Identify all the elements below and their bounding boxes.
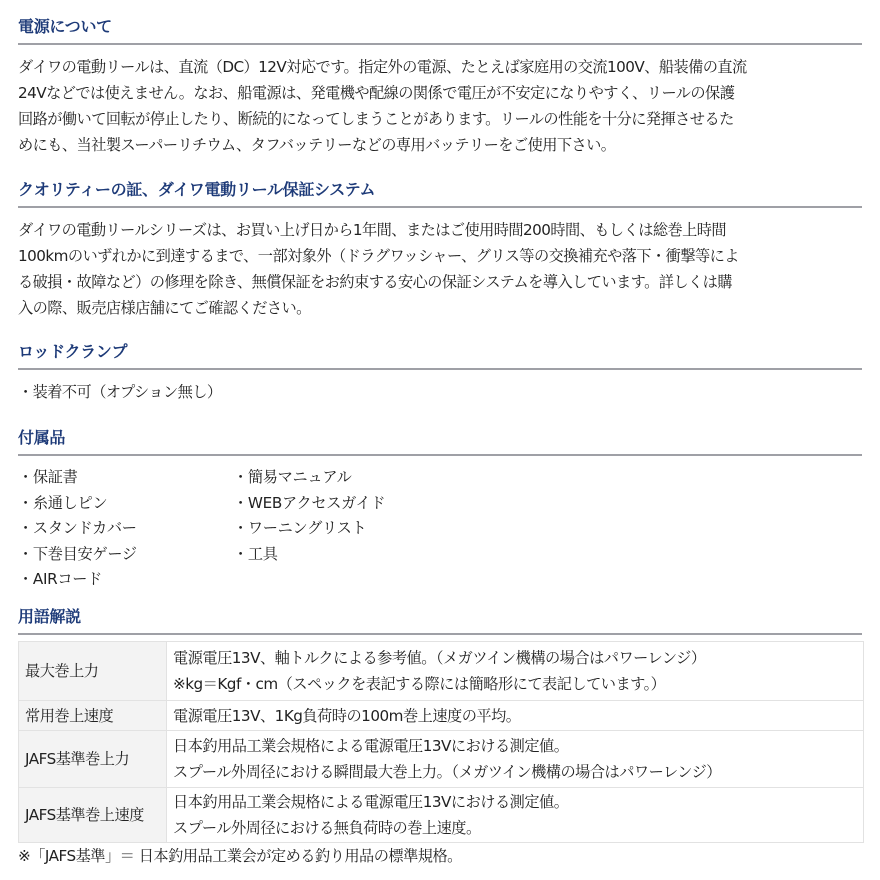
accessories-column-2 <box>233 465 385 567</box>
rod-clamp-paragraph <box>18 379 862 405</box>
glossary-term: JAFS基準巻上力 <box>19 731 167 788</box>
glossary-description <box>167 642 864 701</box>
description-line: 電源電圧13V、1Kg負荷時の100m巻上速度の平均。 <box>173 706 521 725</box>
power-section <box>18 14 862 158</box>
description-line: 日本釣用品工業会規格による電源電圧13Vにおける測定値。 <box>173 737 569 755</box>
warranty-paragraph <box>18 217 862 321</box>
glossary-term: 最大巻上力 <box>19 642 167 701</box>
list-item: ・工具 <box>233 544 278 563</box>
power-line: ダイワの電動リールは、直流（DC）12V対応です。指定外の電源、たとえば家庭用の交流100V、船装備の直流 <box>18 58 747 76</box>
power-line: 24Vなどでは使えません。なお、船電源は、発電機や配線の関係で電圧が不安定になりやすく、リールの保護 <box>18 84 735 102</box>
table-row <box>19 731 864 788</box>
warranty-line: 100kmのいずれかに到達するまで、一部対象外（ドラグワッシャー、グリス等の交換補充や落下・衝撃等によ <box>18 247 739 265</box>
list-item: ・下巻目安ゲージ <box>18 544 137 563</box>
power-heading: 電源について <box>18 14 862 45</box>
table-row <box>19 642 864 701</box>
glossary-description <box>167 788 864 843</box>
warranty-line: 入の際、販売店様店舗にてご確認ください。 <box>18 299 311 317</box>
glossary-term: JAFS基準巻上速度 <box>19 788 167 843</box>
glossary-section <box>18 604 862 635</box>
glossary-heading: 用語解説 <box>18 604 862 635</box>
rod-clamp-line: ・装着不可（オプション無し） <box>18 383 222 401</box>
list-item: ・スタンドカバー <box>18 519 137 537</box>
list-item: ・ワーニングリスト <box>233 519 367 537</box>
description-line: スプール外周径における瞬間最大巻上力。（メガツイン機構の場合はパワーレンジ） <box>173 763 721 781</box>
warranty-section <box>18 177 862 321</box>
list-item: ・WEBアクセスガイド <box>233 493 386 512</box>
table-row <box>19 701 864 731</box>
glossary-description <box>167 731 864 788</box>
accessories-list <box>18 465 862 595</box>
accessories-section <box>18 425 862 595</box>
description-line: 日本釣用品工業会規格による電源電圧13Vにおける測定値。 <box>173 793 569 811</box>
glossary-term: 常用巻上速度 <box>19 701 167 731</box>
jafs-footnote: ※「JAFS基準」＝ 日本釣用品工業会が定める釣り用品の標準規格。 <box>18 847 462 865</box>
glossary-table <box>18 641 864 843</box>
power-paragraph <box>18 54 862 158</box>
list-item: ・糸通しピン <box>18 493 108 512</box>
rod-clamp-heading: ロッドクランプ <box>18 339 862 370</box>
rod-clamp-section <box>18 339 862 405</box>
warranty-line: る破損・故障など）の修理を除き、無償保証をお約束する安心の保証システムを導入しています。詳しくは購 <box>18 273 732 291</box>
power-line: めにも、当社製スーパーリチウム、タフバッテリーなどの専用バッテリーをご使用下さい。 <box>18 136 616 154</box>
description-line: 電源電圧13V、軸トルクによる参考値。（メガツイン機構の場合はパワーレンジ） <box>173 649 706 667</box>
list-item: ・AIRコード <box>18 570 103 588</box>
warranty-line: ダイワの電動リールシリーズは、お買い上げ日から1年間、またはご使用時間200時間、もしくは総巻上時間 <box>18 221 727 239</box>
description-line: スプール外周径における無負荷時の巻上速度。 <box>173 819 481 837</box>
accessories-heading: 付属品 <box>18 425 862 456</box>
glossary-description <box>167 701 864 731</box>
list-item: ・保証書 <box>18 468 78 486</box>
list-item: ・簡易マニュアル <box>233 468 352 486</box>
power-line: 回路が働いて回転が停止したり、断続的になってしまうことがあります。リールの性能を十分に発揮させるた <box>18 110 734 128</box>
warranty-heading: クオリティーの証、ダイワ電動リール保証システム <box>18 177 862 208</box>
table-row <box>19 788 864 843</box>
accessories-column-1 <box>18 465 137 593</box>
description-line: ※kg＝Kgf・cm（スペックを表記する際には簡略形にて表記しています。） <box>173 675 666 693</box>
